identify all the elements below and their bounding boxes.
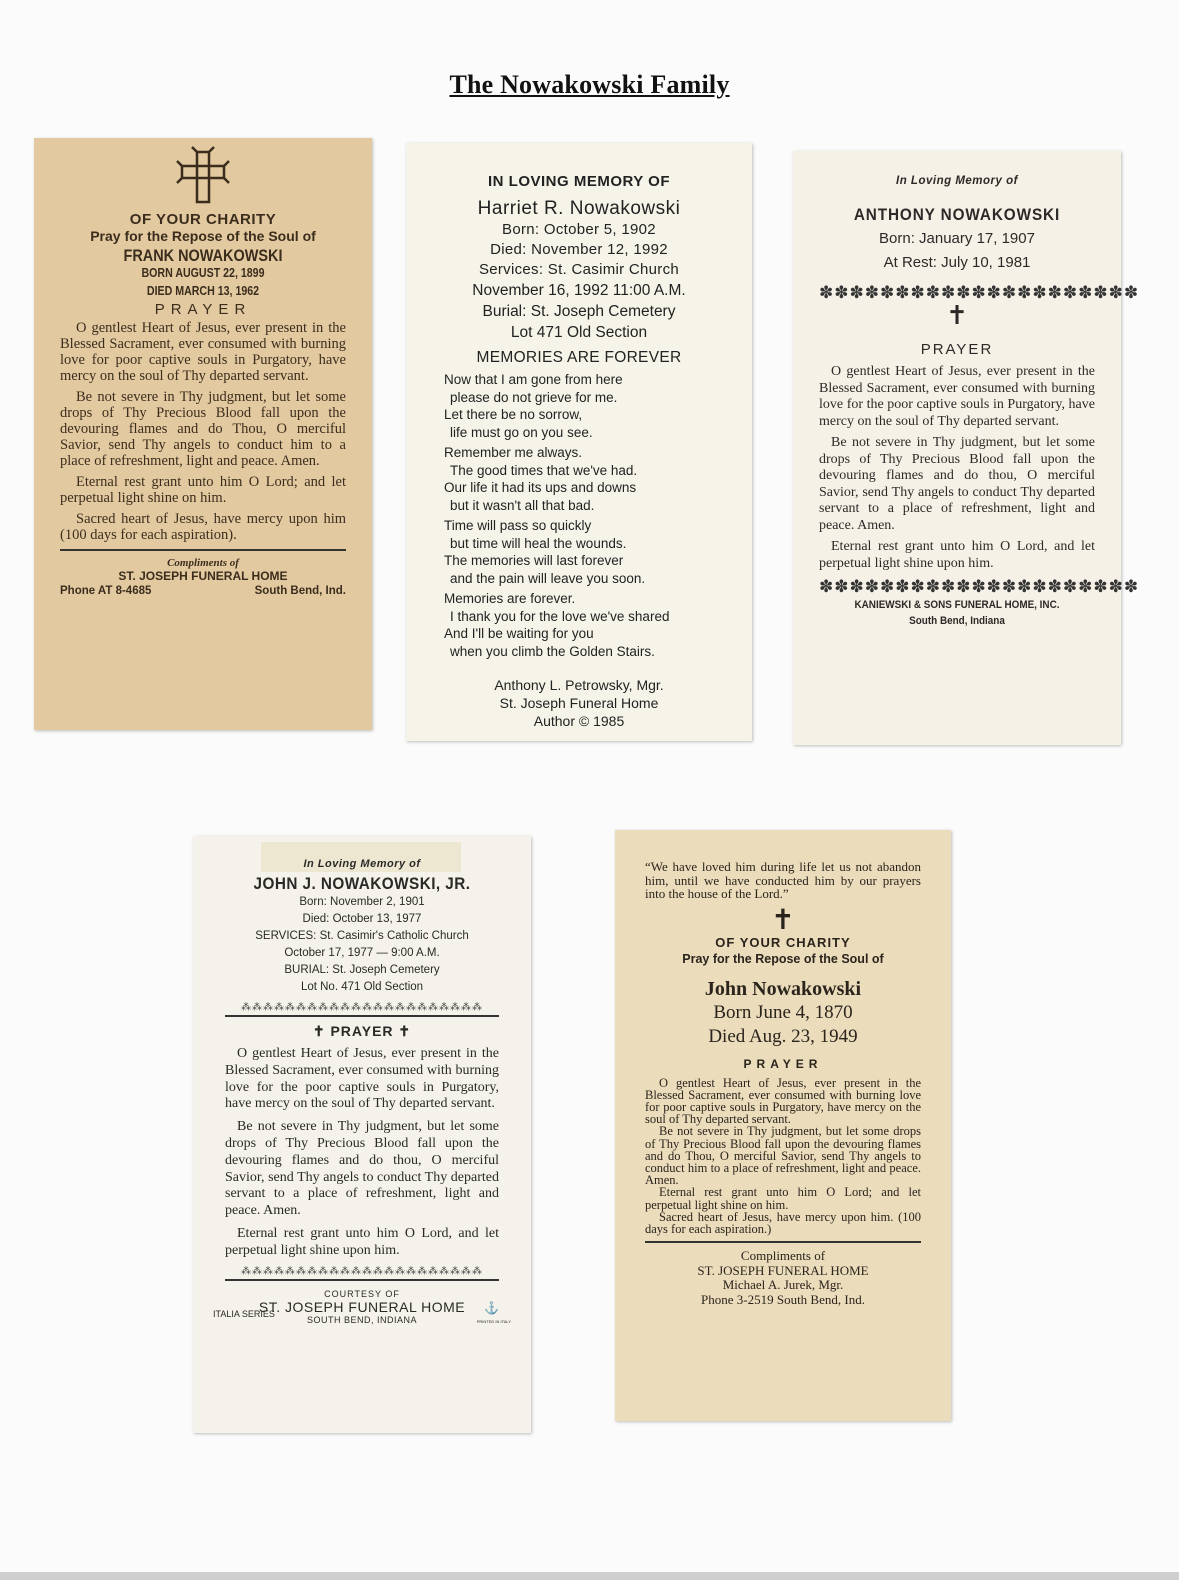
deceased-name: FRANK NOWAKOWSKI <box>123 246 283 265</box>
prayer-heading: PRAYER <box>920 341 994 358</box>
poem-line: The good times that we've had. <box>450 462 638 478</box>
lot-line: Lot No. 471 Old Section <box>300 981 424 993</box>
signature-name: Anthony L. Petrowsky, Mgr. <box>494 677 664 693</box>
prayer-paragraph: Eternal rest grant unto him O Lord; and let perpetual light shine on him. <box>645 1185 921 1212</box>
funeral-home-city: South Bend, Indiana <box>909 615 1005 627</box>
services-line: Services: St. Casimir Church <box>478 261 680 278</box>
born-date: Born: January 17, 1907 <box>879 230 1035 247</box>
phone-line: Phone 3-2519 South Bend, Ind. <box>701 1291 865 1307</box>
prayer-card-john <box>615 830 951 1421</box>
prayer-heading: PRAYER <box>154 301 252 318</box>
cross-icon <box>60 146 346 206</box>
poem-line: and the pain will leave you soon. <box>450 570 646 586</box>
burial-line: BURIAL: St. Joseph Cemetery <box>284 964 440 976</box>
born-date: BORN AUGUST 22, 1899 <box>141 266 265 280</box>
divider <box>225 1015 499 1017</box>
prayer-paragraph: O gentlest Heart of Jesus, ever present in the Blessed Sacrament, ever consumed with burning love for poor captive souls in Purgatory, have mercy on the soul of Thy departed servant. <box>645 1075 921 1127</box>
quote: “We have loved him during life let us not abandon him, until we have conducted him by our prayers into the house of the Lord.” <box>645 859 921 901</box>
funeral-home-name: St. Joseph Funeral Home <box>499 695 659 711</box>
poem-line: but it wasn't all that bad. <box>450 497 595 513</box>
prayer-heading: PRAYER <box>743 1056 823 1071</box>
poem-line: Time will pass so quickly <box>444 518 592 533</box>
poem-line: Our life it had its ups and downs <box>444 480 637 495</box>
funeral-home-name: ST. JOSEPH FUNERAL HOME <box>258 1298 466 1315</box>
prayer-paragraph: Eternal rest grant unto him O Lord, and let perpetual light shine upon him. <box>819 539 1095 571</box>
poem-line: life must go on you see. <box>450 424 593 440</box>
funeral-home-name: ST. JOSEPH FUNERAL HOME <box>118 569 288 583</box>
courtesy-label: COURTESY OF <box>324 1288 400 1299</box>
poem-line: The memories will last forever <box>444 553 624 568</box>
prayer-paragraph: Be not severe in Thy judgment, but let some drops of Thy Precious Blood fall upon the devouring flames and do Thou, O merciful Savior, send Thy angels to conduct him to a place of refreshment, light and peace. Amen. <box>60 389 346 469</box>
divider <box>60 549 346 551</box>
ornament-border: ⁂⁂⁂⁂⁂⁂⁂⁂⁂⁂⁂⁂⁂⁂⁂⁂⁂⁂⁂⁂⁂⁂ <box>241 1265 483 1277</box>
divider <box>645 1241 921 1243</box>
poem-line: Now that I am gone from here <box>444 372 623 387</box>
charity-heading: OF YOUR CHARITY <box>715 934 851 950</box>
born-date: Born: November 2, 1901 <box>299 896 425 908</box>
memorial-card-anthony <box>793 151 1140 745</box>
poem-line: Memories are forever. <box>444 591 576 606</box>
cross-icon: ✝ <box>771 902 795 936</box>
memory-heading: In Loving Memory of <box>303 858 421 870</box>
scan-edge <box>0 1572 1179 1580</box>
printed-in-italy-label: PRINTED IN ITALY <box>476 1318 511 1324</box>
prayer-paragraph: Be not severe in Thy judgment, but let some drops of Thy Precious Blood fall upon the devouring flames and do thou, O merciful Savior, send Thy angels to conduct Thy departed servant to a place of refreshment, light and peace. Amen. <box>819 435 1095 533</box>
died-date: Died: October 13, 1977 <box>302 913 422 925</box>
italia-series-label: ITALIA SERIES <box>213 1308 275 1319</box>
memory-heading: In Loving Memory of <box>896 175 1018 187</box>
memory-heading: IN LOVING MEMORY OF <box>487 173 670 190</box>
charity-heading: OF YOUR CHARITY <box>129 211 277 228</box>
pray-line: Pray for the Repose of the Soul of <box>90 228 316 244</box>
born-date: Born: October 5, 1902 <box>502 221 656 238</box>
poem-line: when you climb the Golden Stairs. <box>450 643 655 659</box>
poem-line: please do not grieve for me. <box>450 389 618 405</box>
memorial-card-harriet <box>406 143 752 741</box>
service-time: October 17, 1977 — 9:00 A.M. <box>284 947 440 959</box>
prayer-heading: ✝ PRAYER ✝ <box>312 1023 412 1039</box>
poem-line: And I'll be waiting for you <box>444 626 594 641</box>
prayer-paragraph: Be not severe in Thy judgment, but let some drops of Thy Precious Blood fall upon the devouring flames and do thou, O merciful Savior, send Thy angels to conduct Thy departed servant to a place of refreshment, light and peace. Amen. <box>225 1119 499 1219</box>
prayer-paragraph: O gentlest Heart of Jesus, ever present in the Blessed Sacrament, ever consumed with burning love for poor captive souls in Purgatory, have mercy on the soul of Thy departed servant. <box>60 320 346 384</box>
page-title: The Nowakowski Family <box>449 70 730 99</box>
prayer-paragraph: Be not severe in Thy judgment, but let some drops of Thy Precious Blood fall upon the devouring flames and do Thou, O merciful Savior, send Thy angels to conduct him to a place of refreshment, light and peace. Amen. <box>645 1124 921 1188</box>
died-date: Died Aug. 23, 1949 <box>708 1025 858 1047</box>
manager-line: Michael A. Jurek, Mgr. <box>722 1277 844 1293</box>
service-time: November 16, 1992 11:00 A.M. <box>472 282 686 299</box>
deceased-name: Harriet R. Nowakowski <box>477 198 681 219</box>
burial-line: Burial: St. Joseph Cemetery <box>482 303 676 320</box>
services-line: SERVICES: St. Casimir's Catholic Church <box>255 930 469 942</box>
died-date: DIED MARCH 13, 1962 <box>146 284 260 298</box>
compliments-label: Compliments of <box>740 1248 826 1264</box>
prayer-paragraph: Eternal rest grant unto him O Lord; and let perpetual light shine on him. <box>60 474 346 506</box>
deceased-name: John Nowakowski <box>704 977 862 1000</box>
memories-heading: MEMORIES ARE FOREVER <box>476 349 682 366</box>
prayer-paragraph: Eternal rest grant unto him O Lord, and let perpetual light shine upon him. <box>225 1225 499 1258</box>
poem-line: but time will heal the wounds. <box>450 535 627 551</box>
lot-line: Lot 471 Old Section <box>510 324 648 341</box>
deceased-name: JOHN J. NOWAKOWSKI, JR. <box>253 874 471 893</box>
prayer-card-frank <box>34 138 372 730</box>
ornament-border: ⁂⁂⁂⁂⁂⁂⁂⁂⁂⁂⁂⁂⁂⁂⁂⁂⁂⁂⁂⁂⁂⁂ <box>241 1002 483 1013</box>
poem-line: I thank you for the love we've shared <box>450 608 670 624</box>
star-border: ✽✽✽✽✽✽✽✽✽✽✽✽✽✽✽✽✽✽✽✽✽ <box>819 577 1140 596</box>
died-date: Died: November 12, 1992 <box>490 241 668 258</box>
compliments-label: Compliments of <box>167 557 239 569</box>
rest-date: At Rest: July 10, 1981 <box>883 254 1031 271</box>
funeral-home-name: KANIEWSKI & SONS FUNERAL HOME, INC. <box>854 599 1060 611</box>
star-border: ✽✽✽✽✽✽✽✽✽✽✽✽✽✽✽✽✽✽✽✽✽ <box>819 283 1140 302</box>
deceased-name: ANTHONY NOWAKOWSKI <box>853 205 1061 224</box>
pray-line: Pray for the Repose of the Soul of <box>682 951 884 966</box>
prayer-paragraph: O gentlest Heart of Jesus, ever present in the Blessed Sacrament, ever consumed with burning love for the poor captive souls in Purgatory, have mercy on the soul of Thy departed servant. <box>819 364 1095 429</box>
prayer-paragraph: Sacred heart of Jesus, have mercy upon him (100 days for each aspiration). <box>60 511 346 543</box>
funeral-home-city: South Bend, Ind. <box>254 585 346 597</box>
author-line: Author © 1985 <box>533 713 625 729</box>
divider <box>225 1279 499 1281</box>
funeral-home-city: SOUTH BEND, INDIANA <box>306 1314 417 1325</box>
poem <box>434 371 724 660</box>
funeral-home-phone: Phone AT 8-4685 <box>60 585 152 597</box>
poem-line: Let there be no sorrow, <box>444 407 583 422</box>
cross-icon: ✝ <box>946 301 968 331</box>
anchor-icon: ⚓ <box>484 1300 499 1315</box>
memorial-card-john-jr <box>193 836 531 1433</box>
card-footer <box>213 1288 511 1325</box>
funeral-home-name: ST. JOSEPH FUNERAL HOME <box>697 1262 869 1278</box>
born-date: Born June 4, 1870 <box>713 1001 853 1023</box>
poem-line: Remember me always. <box>444 445 583 460</box>
prayer-paragraph: Sacred heart of Jesus, have mercy upon him. (100 days for each aspiration.) <box>645 1209 921 1236</box>
prayer-paragraph: O gentlest Heart of Jesus, ever present in the Blessed Sacrament, ever consumed with burning love for the poor captive souls in Purgatory, have mercy on the soul of Thy departed servant. <box>225 1046 499 1112</box>
